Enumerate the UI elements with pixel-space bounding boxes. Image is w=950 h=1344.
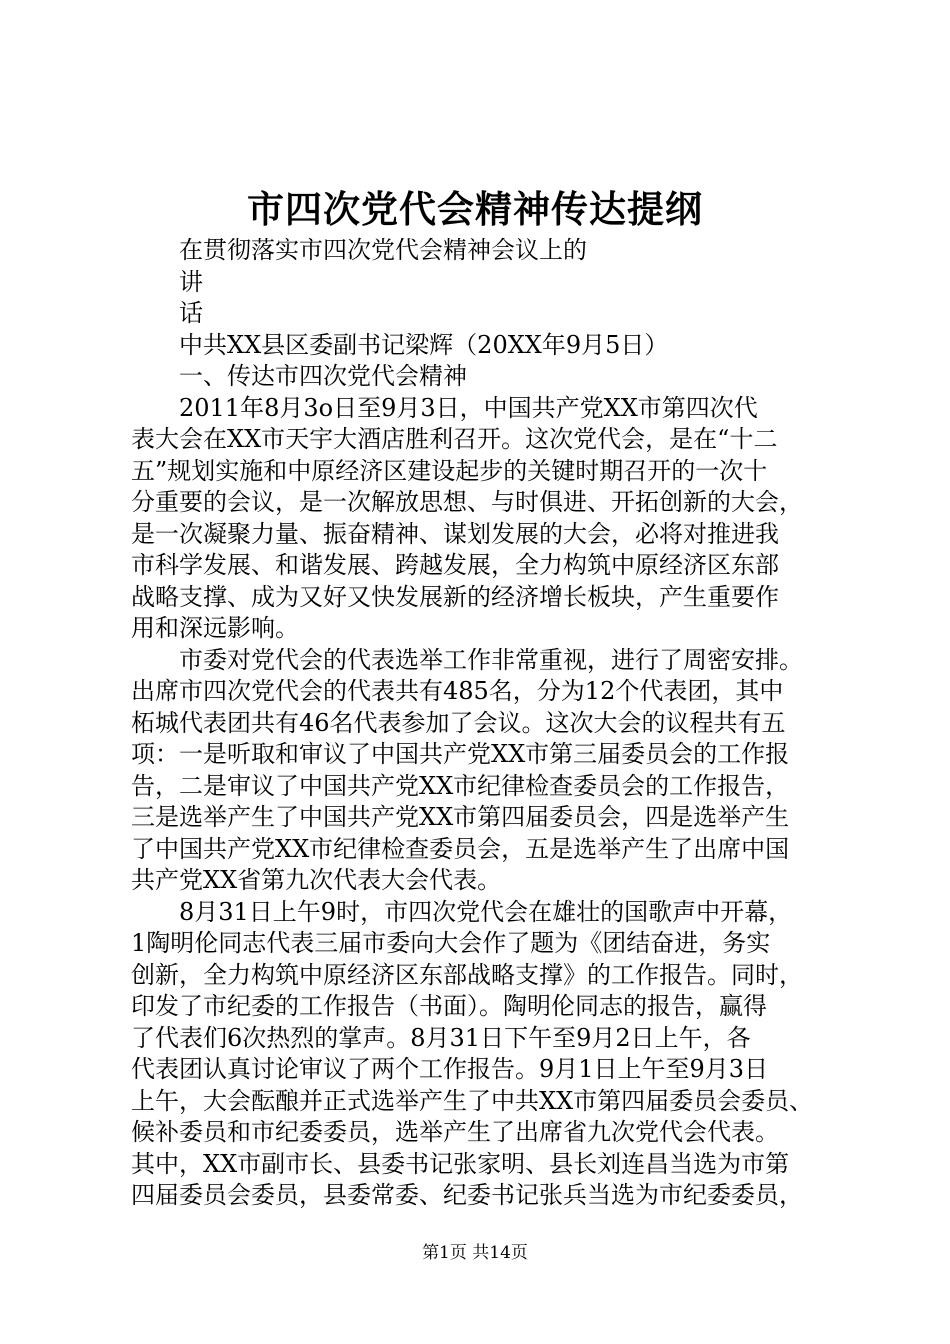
text-line: 一、传达市四次党代会精神: [179, 362, 467, 390]
document-body: [131, 235, 831, 1212]
text-line: 代表团认真讨论审议了两个工作报告。9月1日上午至9月3日: [131, 1055, 769, 1083]
text-line: 话: [179, 299, 203, 327]
text-line: 四届委员会委员，县委常委、纪委书记张兵当选为市纪委委员，: [131, 1181, 803, 1209]
text-line: 三是选举产生了中国共产党XX市第四届委员会，四是选举产生: [131, 803, 790, 831]
text-line: 出席市四次党代会的代表共有485名，分为12个代表团，其中: [131, 677, 784, 705]
text-line: 上午，大会酝酿并正式选举产生了中共XX市第四届委员会委员、: [131, 1086, 814, 1115]
text-line: 了代表们6次热烈的掌声。8月31日下午至9月2日上午，各: [131, 1023, 751, 1052]
text-line: 分重要的会议，是一次解放思想、与时俱进、开拓创新的大会，: [131, 488, 803, 516]
text-line: 柘城代表团共有46名代表参加了会议。这次大会的议程共有五: [131, 708, 786, 737]
text-line: 讲: [179, 267, 203, 296]
text-line: 1陶明伦同志代表三届市委向大会作了题为《团结奋进，务实: [131, 929, 771, 957]
text-line: 2011年8月3o日至9月3日，中国共产党XX市第四次代: [179, 393, 758, 422]
text-line: 市委对党代会的代表选举工作非常重视，进行了周密安排。: [179, 645, 803, 674]
text-line: 其中，XX市副市长、县委书记张家明、县长刘连昌当选为市第: [131, 1149, 790, 1178]
text-line: 战略支撑、成为又好又快发展新的经济增长板块，产生重要作: [131, 582, 779, 611]
text-line: 在贯彻落实市四次党代会精神会议上的: [179, 236, 587, 264]
text-line: 用和深远影响。: [131, 614, 299, 642]
text-line: 项：一是听取和审议了中国共产党XX市第三届委员会的工作报: [131, 740, 790, 768]
document-title: 市四次党代会精神传达提纲: [247, 187, 703, 231]
text-line: 了中国共产党XX市纪律检查委员会，五是选举产生了出席中国: [131, 834, 790, 863]
text-line: 市科学发展、和谐发展、跨越发展，全力构筑中原经济区东部: [131, 551, 779, 579]
text-line: 共产党XX省第九次代表大会代表。: [131, 866, 502, 894]
text-line: 印发了市纪委的工作报告（书面）。陶明伦同志的报告，赢得: [131, 992, 767, 1020]
text-line: 8月31日上午9时，市四次党代会在雄壮的国歌声中开幕，: [179, 897, 793, 926]
text-line: 候补委员和市纪委委员，选举产生了出席省九次党代会代表。: [131, 1118, 779, 1146]
text-line: 五”规划实施和中原经济区建设起步的关键时期召开的一次十: [131, 456, 768, 485]
text-line: 告，二是审议了中国共产党XX市纪律检查委员会的工作报告，: [131, 771, 790, 800]
text-line: 中共XX县区委副书记梁辉（20XX年9月5日）: [179, 330, 669, 359]
page-footer: 第1页 共14页: [422, 1243, 528, 1263]
text-line: 创新，全力构筑中原经济区东部战略支撑》的工作报告。同时，: [131, 960, 803, 989]
text-line: 是一次凝聚力量、振奋精神、谋划发展的大会，必将对推进我: [131, 519, 779, 548]
text-line: 表大会在XX市天宇大酒店胜利召开。这次党代会，是在“十二: [131, 425, 778, 453]
